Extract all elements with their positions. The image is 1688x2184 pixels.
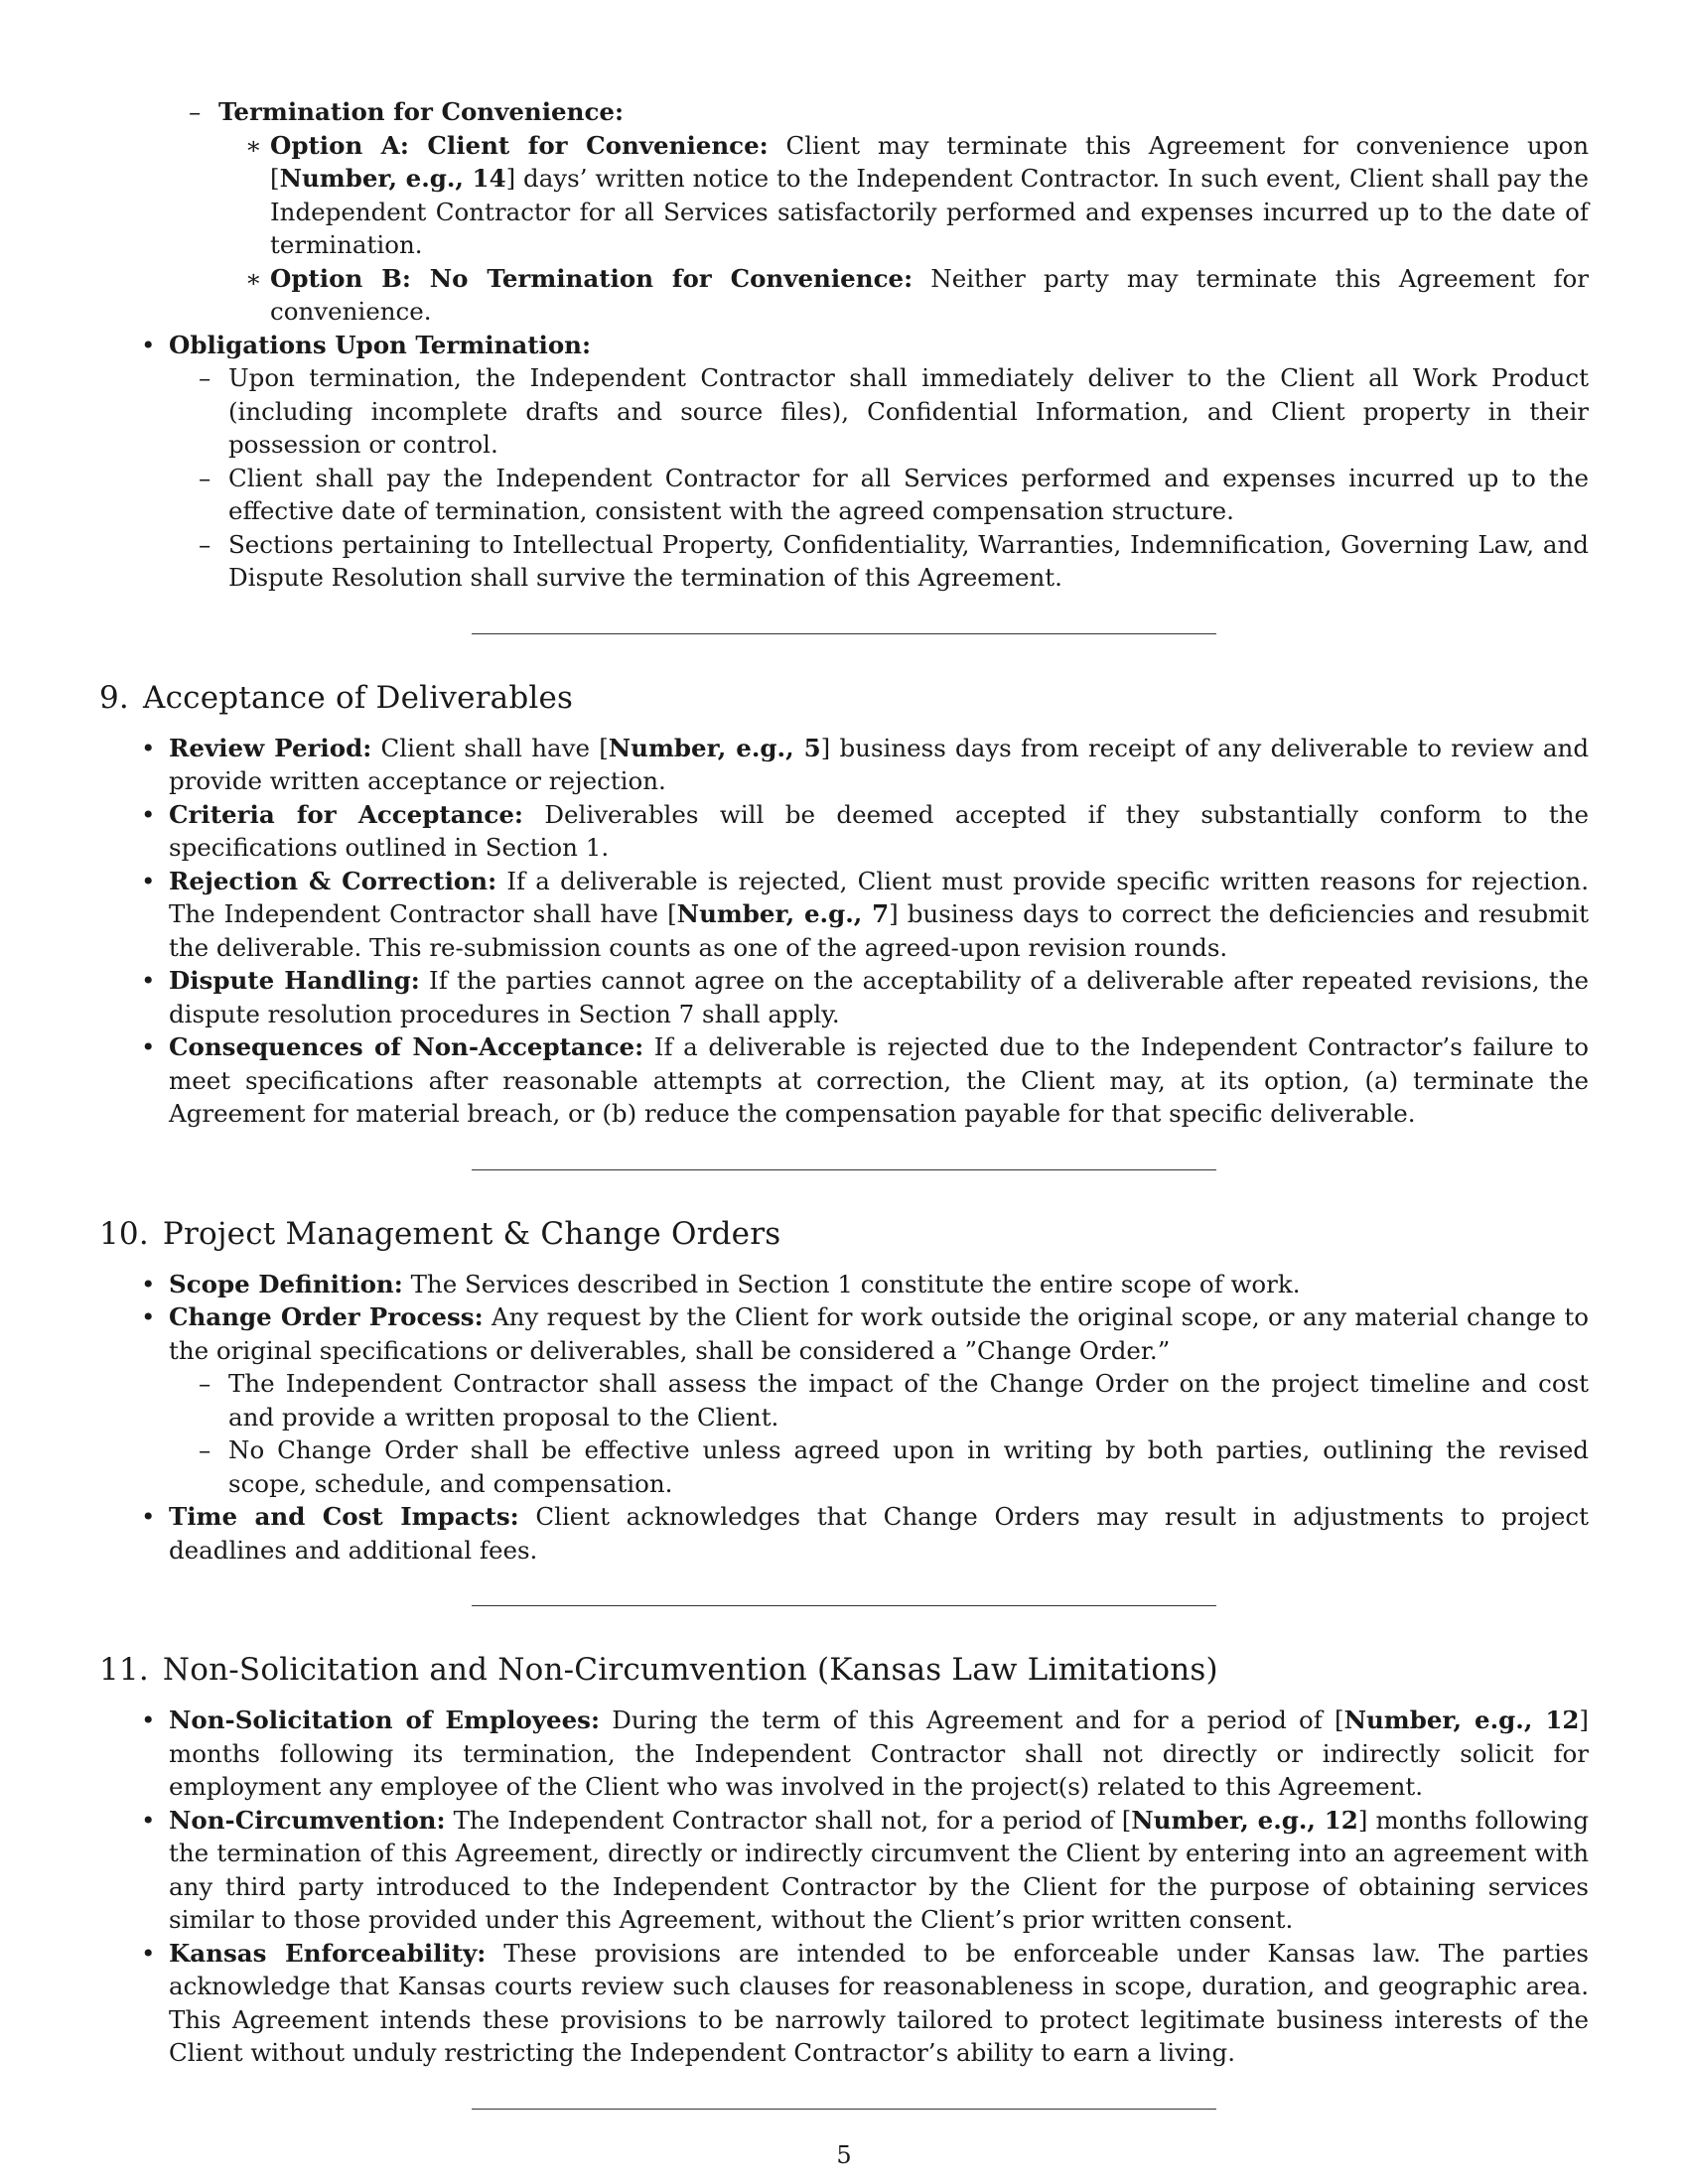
consequences-label: Consequences of Non-Acceptance:	[169, 1032, 644, 1061]
dispute-label: Dispute Handling:	[169, 966, 420, 995]
obligations-list	[99, 329, 1589, 595]
scope-text: The Services described in Section 1 constitute the entire scope of work.	[402, 1269, 1301, 1298]
impacts-text: Client acknowledges that Change Orders may result in adjustments to project deadlines and additional fees.	[169, 1502, 1589, 1565]
option-b-text: Neither party may terminate this Agreement for convenience.	[270, 263, 1589, 326]
rejection-text-2: ] business days to correct the deficiencies and resubmit the deliverable. This re-submission counts as one of the agreed-upon revision rounds.	[169, 899, 1589, 962]
change-order-label: Change Order Process:	[169, 1302, 484, 1331]
review-period-text: Client shall have [	[371, 733, 609, 762]
criteria-label: Criteria for Acceptance:	[169, 799, 523, 829]
obligation-item: – Client shall pay the Independent Contractor for all Services performed and expenses incurred up to the effective date of termination, consistent with the agreed compensation structure.	[169, 462, 1589, 528]
non-circumvention-label: Non-Circumvention:	[169, 1805, 446, 1835]
dispute-text: If the parties cannot agree on the acceptability of a deliverable after repeated revisions, the dispute resolution procedures in Section 7 shall apply.	[169, 966, 1589, 1028]
obligations-label: Obligations Upon Termination:	[169, 330, 592, 359]
change-order-subitem: – No Change Order shall be effective unless agreed upon in writing by both parties, outlining the revised scope, schedule, and compensation.	[169, 1433, 1589, 1500]
obligation-item: – Sections pertaining to Intellectual Property, Confidentiality, Warranties, Indemnification, Governing Law, and Dispute Resolution shall survive the termination of this Agreement.	[169, 528, 1589, 595]
rejection-label: Rejection & Correction:	[169, 866, 497, 895]
section-9-title: Acceptance of Deliverables	[142, 679, 574, 716]
non-solicitation-label: Non-Solicitation of Employees:	[169, 1706, 600, 1734]
non-solicitation-item	[99, 1704, 1589, 1804]
change-order-sublist	[169, 1367, 1589, 1500]
non-solicitation-text-2: ] months following its termination, the Independent Contractor shall not directly or indirectly solicit for employment any employee of the Client who was involved in the project(s) related to this Agreement.	[169, 1706, 1589, 1801]
section-11-title: Non-Solicitation and Non-Circumvention (Kansas Law Limitations)	[162, 1652, 1218, 1688]
section-11-heading	[99, 1650, 1589, 1690]
section-11-list	[99, 1704, 1589, 2070]
section-10-list	[99, 1268, 1589, 1568]
document-page	[99, 95, 1589, 2110]
section-10	[99, 1214, 1589, 1568]
non-circumvention-placeholder: Number, e.g., 12	[1131, 1805, 1358, 1835]
review-period-text-2: ] business days from receipt of any deliverable to review and provide written acceptance or rejection.	[169, 733, 1589, 795]
section-10-heading	[99, 1214, 1589, 1254]
option-a-item	[218, 129, 1589, 262]
rejection-placeholder: Number, e.g., 7	[676, 899, 890, 928]
section-divider	[472, 1605, 1216, 1606]
dispute-item	[99, 964, 1589, 1030]
review-period-label: Review Period:	[169, 733, 372, 762]
non-circumvention-item	[99, 1804, 1589, 1937]
kansas-label: Kansas Enforceability:	[169, 1938, 487, 1968]
criteria-item	[99, 798, 1589, 865]
section-11-number: 11.	[99, 1652, 149, 1688]
change-order-text: Any request by the Client for work outside the original scope, or any material change to the original specifications or deliverables, shall be considered a ”Change Order.”	[169, 1302, 1589, 1365]
section-divider	[472, 2109, 1216, 2110]
non-circumvention-text-2: ] months following the termination of this Agreement, directly or indirectly circumvent the Client by entering into an agreement with any third party introduced to the Independent Contractor by the Client for the purpose of obtaining services similar to those provided under this Agreement, without the Client’s prior written consent.	[169, 1805, 1590, 1934]
section-9-heading	[99, 678, 1589, 718]
option-a-text: Client may terminate this Agreement for convenience upon [	[270, 130, 1589, 193]
criteria-text: Deliverables will be deemed accepted if they substantially conform to the specifications outlined in Section 1.	[169, 799, 1589, 862]
option-a-text-2: ] days’ written notice to the Independent Contractor. In such event, Client shall pay the Independent Contractor for all Services satisfactorily performed and expenses incurred up to the date of termination.	[270, 164, 1589, 259]
section-9-list	[99, 732, 1589, 1131]
option-a-label: Option A: Client for Convenience:	[270, 130, 769, 160]
kansas-item	[99, 1937, 1589, 2070]
non-solicitation-placeholder: Number, e.g., 12	[1343, 1706, 1580, 1734]
review-period-placeholder: Number, e.g., 5	[608, 733, 821, 762]
scope-item	[99, 1268, 1589, 1301]
impacts-label: Time and Cost Impacts:	[169, 1502, 519, 1531]
rejection-item	[99, 865, 1589, 965]
section-10-number: 10.	[99, 1215, 149, 1252]
obligations-sublist	[169, 361, 1589, 595]
section-11	[99, 1650, 1589, 2070]
change-order-item	[99, 1300, 1589, 1500]
impacts-item	[99, 1500, 1589, 1567]
option-b-item	[218, 262, 1589, 329]
section-divider	[472, 633, 1216, 634]
scope-label: Scope Definition:	[169, 1269, 403, 1298]
rejection-text: If a deliverable is rejected, Client must provide specific written reasons for rejection. The Independent Contractor shall have [	[169, 866, 1589, 928]
convenience-options	[218, 129, 1589, 329]
termination-convenience-label: Termination for Convenience:	[218, 97, 625, 126]
page-number: 5	[836, 2141, 852, 2169]
termination-list	[159, 95, 1589, 329]
consequences-item	[99, 1030, 1589, 1131]
section-divider	[472, 1169, 1216, 1170]
option-a-placeholder: Number, e.g., 14	[279, 164, 506, 193]
change-order-subitem: – The Independent Contractor shall assess the impact of the Change Order on the project timeline and cost and provide a written proposal to the Client.	[169, 1367, 1589, 1433]
consequences-text: If a deliverable is rejected due to the Independent Contractor’s failure to meet specifications after reasonable attempts at correction, the Client may, at its option, (a) terminate the Agreement for material breach, or (b) reduce the compensation payable for that specific deliverable.	[169, 1032, 1589, 1128]
section-10-title: Project Management & Change Orders	[162, 1215, 781, 1252]
obligations-item	[99, 329, 1589, 595]
termination-convenience-item	[159, 95, 1589, 329]
kansas-text: These provisions are intended to be enforceable under Kansas law. The parties acknowledge that Kansas courts review such clauses for reasonableness in scope, duration, and geographic area. This Agreement intends these provisions to be narrowly tailored to protect legitimate business interests of the Client without unduly restricting the Independent Contractor’s ability to earn a living.	[169, 1938, 1589, 2067]
option-b-label: Option B: No Termination for Convenience:	[270, 263, 914, 293]
obligation-item: – Upon termination, the Independent Contractor shall immediately deliver to the Client all Work Product (including incomplete drafts and source files), Confidential Information, and Client property in their possession or control.	[169, 361, 1589, 462]
non-circumvention-text: The Independent Contractor shall not, for a period of [	[445, 1805, 1132, 1835]
section-9	[99, 678, 1589, 1131]
review-period-item	[99, 732, 1589, 798]
non-solicitation-text: During the term of this Agreement and for a period of [	[600, 1706, 1344, 1734]
section-9-number: 9.	[99, 679, 129, 716]
